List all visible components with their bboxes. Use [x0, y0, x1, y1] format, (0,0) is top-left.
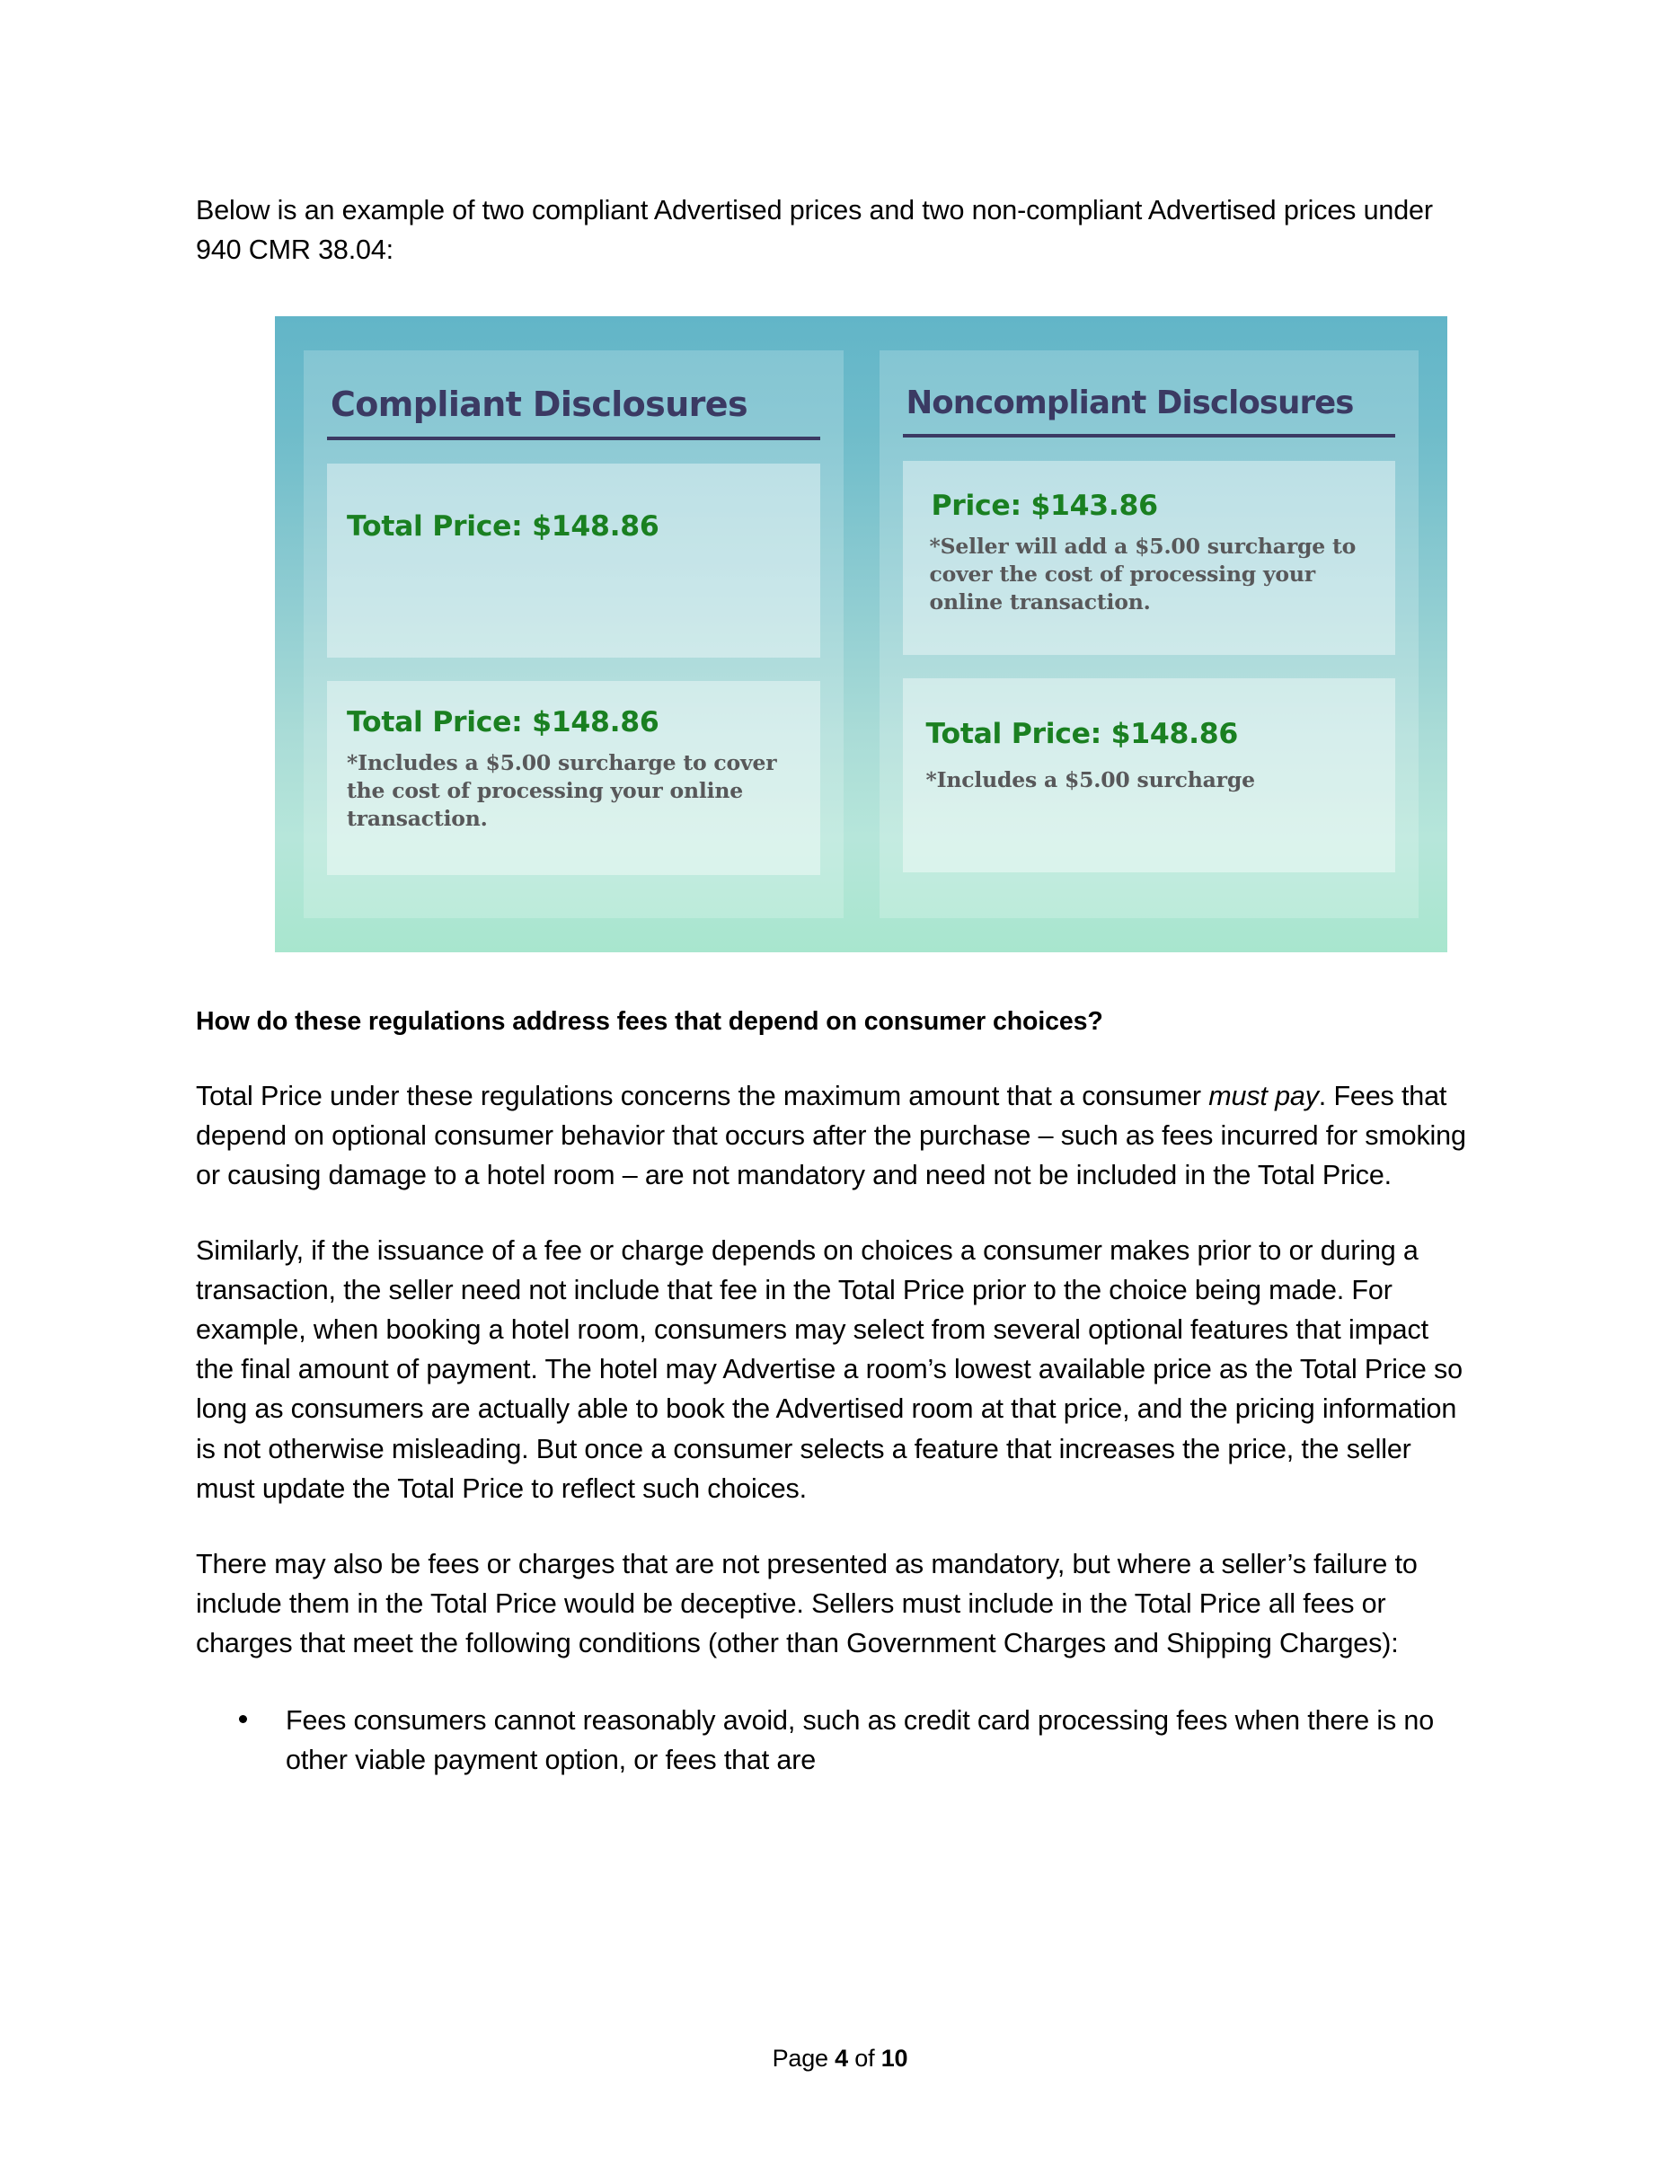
disclosure-graphic-wrapper [275, 316, 1447, 952]
paragraph-1-text-a: Total Price under these regulations concerns the maximum amount that a consumer [196, 1081, 1209, 1112]
noncompliant-panel-title: Noncompliant Disclosures [903, 374, 1396, 438]
footer-middle: of [848, 2045, 881, 2072]
body-paragraph-2: Similarly, if the issuance of a fee or charge depends on choices a consumer makes prior to or during a transaction, the seller need not include that fee in the Total Price prior to the choice being made. For example, when booking a hotel room, consumers may select from several optional features that impact the final amount of payment. The hotel may Advertise a room’s lowest available price as the Total Price so long as consumers are actually able to book the Advertised room at that price, and the pricing information is not otherwise misleading. But once a consumer selects a feature that increases the price, the seller must update the Total Price to reflect such choices. [196, 1235, 1463, 1504]
footer-current-page: 4 [835, 2045, 848, 2072]
noncompliant-disclosures-panel [880, 350, 1419, 918]
compliant-card-2 [327, 681, 820, 875]
compliant-panel-title: Compliant Disclosures [327, 374, 820, 440]
noncompliant-card-1-note: *Seller will add a $5.00 surcharge to cover the cost of processing your online transaction. [929, 534, 1357, 615]
footer-total-pages: 10 [880, 2045, 908, 2072]
page-content [196, 190, 1472, 1780]
compliant-card-1-price: Total Price: $148.86 [347, 510, 659, 544]
compliant-card-2-price: Total Price: $148.86 [347, 706, 659, 739]
bullet-dot-icon [239, 1715, 247, 1723]
noncompliant-card-2 [903, 678, 1396, 872]
intro-paragraph: Below is an example of two compliant Advertised prices and two non-compliant Advertised prices under 940 CMR 38.04: [196, 195, 1433, 266]
conditions-bullet-list [196, 1701, 1472, 1780]
compliant-disclosures-panel [304, 350, 844, 918]
list-item-text: Fees consumers cannot reasonably avoid, such as credit card processing fees when there is no other viable payment option, or fees that are [286, 1704, 1435, 1775]
noncompliant-card-1 [903, 461, 1396, 655]
footer-prefix: Page [772, 2045, 836, 2072]
paragraph-1-emphasis: must pay [1208, 1081, 1319, 1112]
compliant-card-1 [327, 464, 820, 658]
noncompliant-card-2-price: Total Price: $148.86 [925, 718, 1239, 751]
body-paragraph-3: There may also be fees or charges that are not presented as mandatory, but where a seller’s failure to include them in the Total Price would be deceptive. Sellers must include in the Total Price all fees or charges that meet the following conditions (other than Government Charges and Shipping Charges): [196, 1548, 1418, 1658]
page-footer [0, 2045, 1680, 2073]
noncompliant-card-2-note: *Includes a $5.00 surcharge [925, 767, 1255, 793]
disclosure-comparison-graphic [275, 316, 1447, 952]
compliant-card-2-note: *Includes a $5.00 surcharge to cover the cost of processing your online transaction. [347, 750, 777, 832]
paragraph-1-text-b: . Fees that depend on optional consumer behavior that occurs after the purchase – such as fees incurred for smoking or causing damage to a hotel room – are not mandatory and need not be included in the Total Price. [196, 1081, 1466, 1191]
list-item [196, 1701, 1472, 1780]
body-paragraph-1 [196, 1076, 1472, 1195]
section-heading: How do these regulations address fees that depend on consumer choices? [196, 1007, 1103, 1037]
noncompliant-card-1-price: Price: $143.86 [931, 490, 1158, 523]
